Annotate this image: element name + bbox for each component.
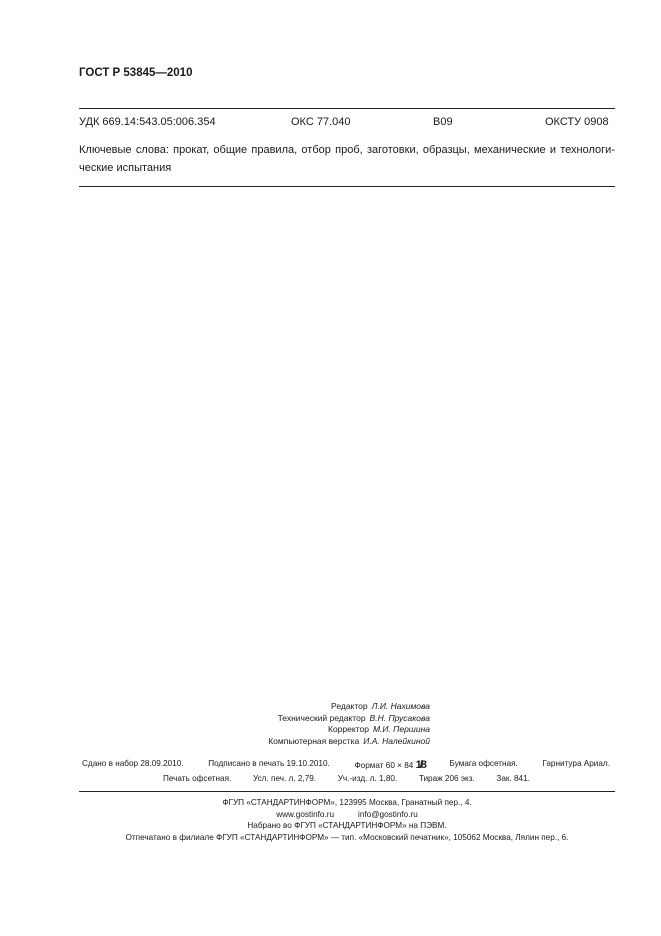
udk-code: УДК 669.14:543.05:006.354 <box>79 116 216 128</box>
staff-role: Редактор <box>331 701 368 711</box>
print-sheets: Усл. печ. л. 2,79. <box>252 774 317 783</box>
email-link[interactable]: info@gostinfo.ru <box>358 809 418 819</box>
print-details-row-1 <box>82 759 610 771</box>
printed-note: Отпечатано в филиале ФГУП «СТАНДАРТИНФОРМ» — тип. «Московский печатник», 105062 Москва, Лялин пер., 6. <box>125 832 569 842</box>
staff-corrector <box>250 724 430 736</box>
keywords-paragraph: Ключевые слова: прокат, общие правила, отбор проб, заготовки, образцы, механические и технологи-ческие испытания <box>79 144 615 174</box>
staff-layout <box>250 736 430 748</box>
staff-tech-editor <box>250 713 430 725</box>
okstu-code: ОКСТУ 0908 <box>545 116 609 128</box>
staff-name: И.А. Налейкиной <box>363 735 430 746</box>
staff-name: Л.И. Нахимова <box>371 701 430 711</box>
group-code: В09 <box>433 116 453 128</box>
staff-role: Корректор <box>328 724 369 734</box>
print-run: Тираж 206 экз. <box>418 774 475 783</box>
print-details-row-2 <box>163 774 530 783</box>
staff-role: Компьютерная верстка <box>268 735 360 746</box>
website-link[interactable]: www.gostinfo.ru <box>276 809 335 819</box>
paper-type: Бумага офсетная. <box>449 759 518 768</box>
document-code: ГОСТ Р 53845—2010 <box>79 67 193 79</box>
staff-editor <box>250 701 430 713</box>
contact-line <box>79 809 615 821</box>
signed-date: Подписано в печать 19.10.2010. <box>208 759 330 768</box>
publisher-footer <box>79 797 615 843</box>
publisher-address: ФГУП «СТАНДАРТИНФОРМ», 123995 Москва, Гранатный пер., 4. <box>222 798 472 807</box>
paper-format <box>354 759 424 771</box>
editorial-staff <box>250 701 430 747</box>
format-label: Формат 60 × 84 <box>354 761 414 770</box>
staff-name: В.Н. Прусакова <box>369 712 430 723</box>
footer-divider <box>79 791 615 792</box>
top-divider <box>79 108 615 109</box>
oks-code: ОКС 77.040 <box>291 116 351 128</box>
typeface: Гарнитура Ариал. <box>542 759 610 768</box>
typeset-note: Набрано во ФГУП «СТАНДАРТИНФОРМ» на ПЭВМ. <box>247 821 447 830</box>
order-number: Зак. 841. <box>496 774 530 783</box>
staff-name: М.И. Першина <box>372 724 430 734</box>
keywords-divider <box>79 186 615 187</box>
publisher-sheets: Уч.-изд. л. 1,80. <box>337 774 398 783</box>
print-method: Печать офсетная. <box>163 774 232 783</box>
format-fraction: 1/8 <box>415 759 425 771</box>
typeset-date: Сдано в набор 28.09.2010. <box>82 759 184 768</box>
staff-role: Технический редактор <box>277 712 366 723</box>
